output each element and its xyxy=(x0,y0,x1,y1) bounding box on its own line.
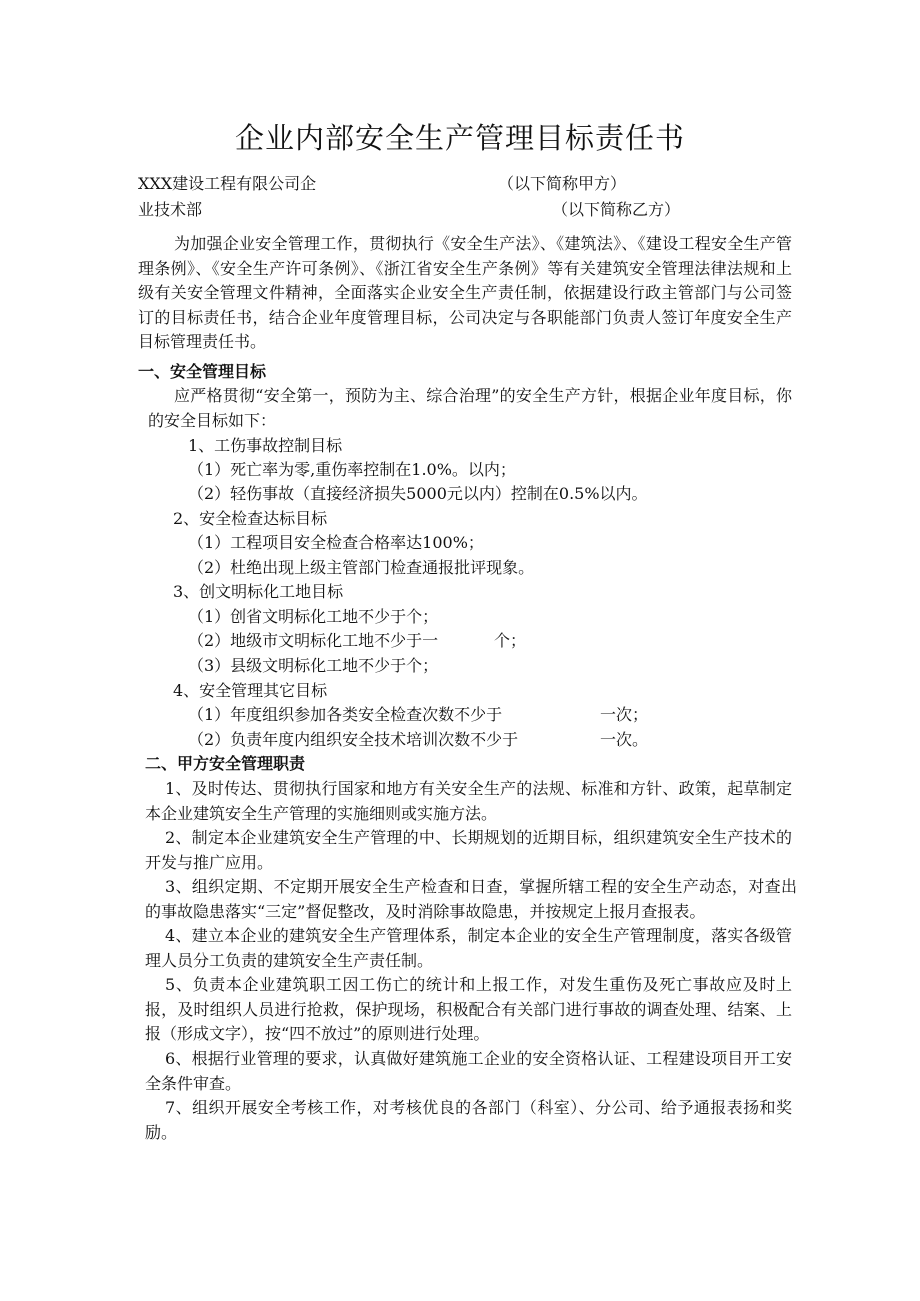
goal-sub-item: （1）创省文明标化工地不少于个； xyxy=(188,607,439,626)
goal-item-title: 2、安全检查达标目标 xyxy=(173,509,328,528)
goal-sub-item-unit: 个； xyxy=(494,631,527,650)
party-b-note: （以下简称乙方） xyxy=(552,200,681,219)
duty-paragraph: 6、根据行业管理的要求，认真做好建筑施工企业的安全资格认证、工程建设项目开工安全条件审查。 xyxy=(145,1049,792,1093)
goal-sub-item: （3）县级文明标化工地不少于个； xyxy=(188,656,439,675)
goal-sub-item-unit: 一次； xyxy=(600,705,649,724)
goal-item-title: 3、创文明标化工地目标 xyxy=(173,582,344,601)
goal-item-title: 4、安全管理其它目标 xyxy=(173,681,328,700)
document-title: 企业内部安全生产管理目标责任书 xyxy=(234,121,685,155)
duty-paragraph: 1、及时传达、贯彻执行国家和地方有关安全生产的法规、标准和方针、政策，起草制定本企业建筑安全生产管理的实施细则或实施方法。 xyxy=(145,779,792,823)
goal-item-title: 1、工伤事故控制目标 xyxy=(188,436,343,455)
party-b-name: 业技术部 xyxy=(138,200,203,219)
duty-paragraph: 2、制定本企业建筑安全生产管理的中、长期规划的近期目标，组织建筑安全生产技术的开发与推广应用。 xyxy=(145,828,792,872)
duty-paragraph: 4、建立本企业的建筑安全生产管理体系，制定本企业的安全生产管理制度，落实各级管理人员分工负责的建筑安全生产责任制。 xyxy=(145,926,792,970)
goal-sub-item: （2）负责年度内组织安全技术培训次数不少于 xyxy=(188,730,519,749)
goal-sub-item: （2）轻伤事故（直接经济损失5000元以内）控制在0.5%以内。 xyxy=(188,484,648,503)
duty-paragraph: 3、组织定期、不定期开展安全生产检查和日查，掌握所辖工程的安全生产动态，对查出的事故隐患落实“三定”督促整改，及时消除事故隐患，并按规定上报月查报表。 xyxy=(145,877,797,921)
intro-paragraph: 为加强企业安全管理工作，贯彻执行《安全生产法》、《建筑法》、《建设工程安全生产管理条例》、《安全生产许可条例》、《浙江省安全生产条例》等有关建筑安全管理法律法规和上级有关安全管理文件精神，全面落实企业安全生产责任制，依据建设行政主管部门与公司签订的目标责任书，结合企业年度管理目标，公司决定与各职能部门负责人签订年度安全生产目标管理责任书。 xyxy=(138,234,792,351)
section-heading-goals: 一、安全管理目标 xyxy=(138,362,267,381)
goal-sub-item: （1）工程项目安全检查合格率达100%； xyxy=(188,533,484,552)
section-heading-duties: 二、甲方安全管理职责 xyxy=(145,754,306,773)
duty-paragraph: 7、组织开展安全考核工作，对考核优良的各部门（科室）、分公司、给予通报表扬和奖励。 xyxy=(145,1098,792,1142)
duty-paragraph: 5、负责本企业建筑职工因工伤亡的统计和上报工作，对发生重伤及死亡事故应及时上报，及时组织人员进行抢救，保护现场，积极配合有关部门进行事故的调查处理、结案、上报（形成文字），按“四不放过”的原则进行处理。 xyxy=(145,975,792,1043)
goal-sub-item: （2）杜绝出现上级主管部门检查通报批评现象。 xyxy=(188,558,535,577)
party-a-note: （以下简称甲方） xyxy=(498,174,627,193)
goal-sub-item: （2）地级市文明标化工地不少于一 xyxy=(188,631,439,650)
policy-paragraph: 应严格贯彻“安全第一，预防为主、综合治理”的安全生产方针，根据企业年度目标，你的安全目标如下： xyxy=(148,386,792,430)
goal-sub-item-unit: 一次。 xyxy=(600,730,649,749)
goal-sub-item: （1）死亡率为零,重伤率控制在1.0%。以内； xyxy=(188,460,516,479)
goal-sub-item: （1）年度组织参加各类安全检查次数不少于 xyxy=(188,705,503,724)
party-a-name: XXX建设工程有限公司企 xyxy=(138,174,317,193)
